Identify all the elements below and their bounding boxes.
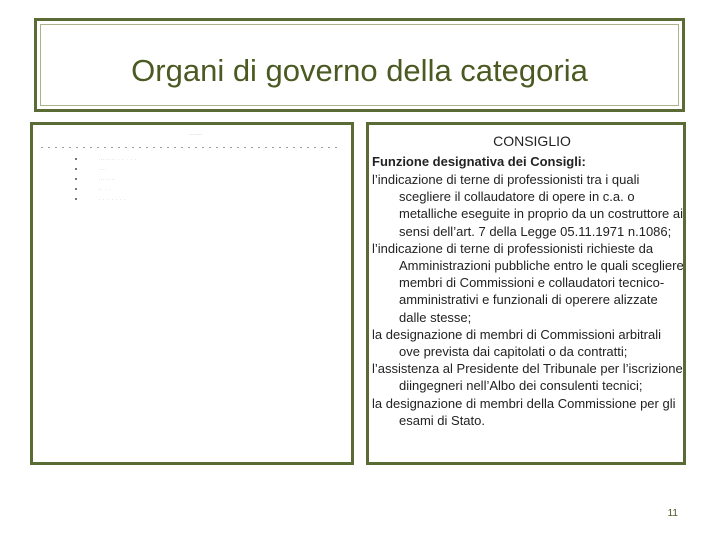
- list-item: l’indicazione di terne di professionisti richieste da Amministrazioni pubbliche entro le quali scegliere membri di Commissioni e collaudatori tecnico-amministrativi e funzionali di operere alizzate dalle stesse;: [372, 240, 684, 325]
- bullet-dot-icon: [75, 178, 77, 180]
- left-panel-header: ............: [189, 131, 203, 136]
- title-box: [34, 18, 685, 112]
- list-item: la designazione di membri di Commissioni arbitrali ove prevista dai capitolati o da contratti;: [372, 326, 662, 360]
- bullet-dot-icon: [75, 158, 77, 160]
- panel-heading: CONSIGLIO: [493, 133, 571, 149]
- list-item: la designazione di membri della Commissione per gli esami di Stato.: [372, 395, 676, 428]
- slide-title: Organi di governo della categoria: [131, 53, 588, 88]
- bullet-dot-icon: [75, 168, 77, 170]
- bullet-dot-icon: [75, 188, 77, 190]
- page-number: 11: [667, 508, 678, 519]
- bullet-dot-icon: [75, 198, 77, 200]
- left-panel: ............ ........ . . . . . .... ........ .. . . . . . . . . .: [30, 122, 354, 465]
- list-item: l’indicazione di terne di professionisti tra i quali scegliere il collaudatore di opere in c.a. o metalliche eseguite in proprio da un costruttore ai sensi dell’art. 7 della Legge 05.11.1971 n.1086;: [372, 172, 683, 239]
- panel-subheading: Funzione designativa dei Consigli:: [372, 154, 586, 169]
- right-panel: [366, 122, 686, 465]
- right-panel-content: [372, 133, 684, 429]
- list-item: l’assistenza al Presidente del Tribunale per l’iscrizione diingegneri nell’Albo dei consulenti tecnici;: [372, 361, 683, 394]
- left-panel-dotted-line: [41, 147, 341, 148]
